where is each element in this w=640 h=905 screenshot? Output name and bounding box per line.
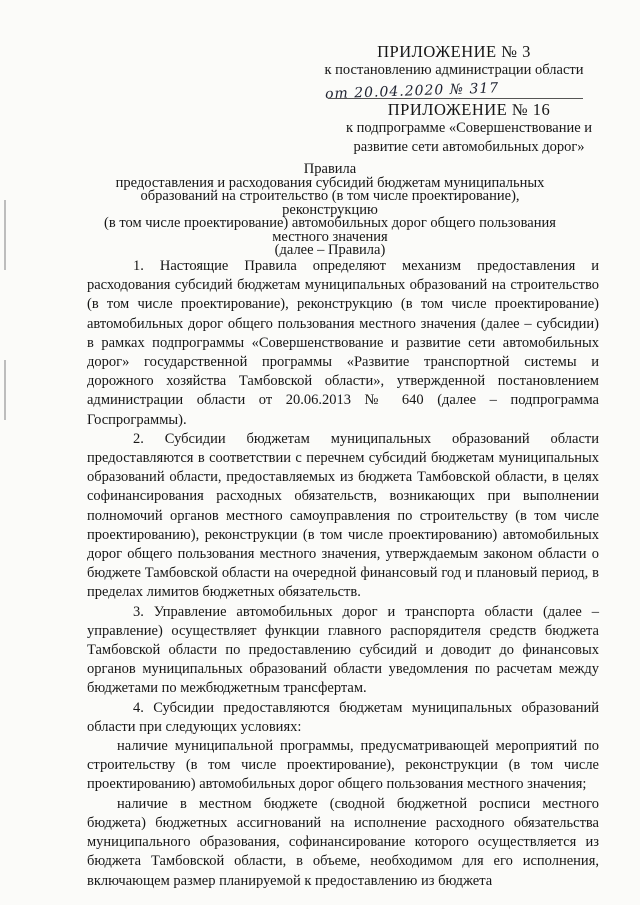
document-heading bbox=[95, 163, 565, 258]
paragraph-2: 2. Субсидии бюджетам муниципальных образований области предоставляются в соответствии с перечнем субсидий бюджетам муниципальных образований области, предоставляемых из бюджета Тамбовской области, в целях софинансирования расходных обязательств, возникающих при выполнении полномочий органов местного самоуправления по строительству (в том числе проектированию), реконструкции (в том числе проектированию) автомобильных дорог общего пользования местного значения, утверждаемым законом области о бюджете Тамбовской области на очередной финансовый год и плановый период, в пределах лимитов бюджетных обязательств. bbox=[87, 430, 599, 601]
scan-margin-mark bbox=[4, 200, 6, 270]
annex-3-header bbox=[304, 42, 604, 80]
heading-line: Правила bbox=[303, 161, 357, 177]
document-body bbox=[87, 257, 599, 891]
paragraph-4: 4. Субсидии предоставляются бюджетам муниципальных образований области при следующих условиях: bbox=[87, 699, 599, 735]
condition-item: наличие в местном бюджете (сводной бюджетной росписи местного бюджета) бюджетных ассигнований на исполнение расходного обязательства муниципального образования, софинансирование которого осуществляется из бюджета Тамбовской области, в объеме, необходимом для его исполнения, включающем размер планируемой к предоставлению из бюджета bbox=[87, 795, 599, 889]
scan-margin-mark bbox=[4, 360, 6, 420]
signature-line bbox=[328, 98, 583, 99]
paragraph-3: 3. Управление автомобильных дорог и транспорта области (далее – управление) осуществляет функции главного распорядителя средств бюджета Тамбовской области по предоставлению субсидий и доводит до финансовых органов муниципальных образований области уведомления по расчетам между бюджетами по межбюджетным трансфертам. bbox=[87, 603, 599, 697]
handwritten-date-number: от 20.04.2020 № 317 bbox=[324, 80, 500, 103]
annex-16-header bbox=[334, 100, 604, 157]
heading-line: (далее – Правила) bbox=[274, 242, 386, 258]
annex-16-title: ПРИЛОЖЕНИЕ № 16 bbox=[387, 100, 551, 119]
condition-item: наличие муниципальной программы, предусматривающей мероприятий по строительству (в том числе проектирование), реконструкции (в том числе проектированию) автомобильных дорог общего пользования местного значения; bbox=[87, 738, 599, 793]
annex-3-title: ПРИЛОЖЕНИЕ № 3 bbox=[377, 42, 531, 61]
annex-16-line2: развитие сети автомобильных дорог» bbox=[353, 139, 585, 155]
heading-line: образований на строительство (в том числе проектирование), реконструкцию bbox=[140, 188, 520, 218]
paragraph-1: 1. Настоящие Правила определяют механизм предоставления и расходования субсидий бюджетам муниципальных образований на строительство (в том числе проектирование), реконструкцию (в том числе проектирование) автомобильных дорог общего пользования местного значения (далее – субсидии) в рамках подпрограммы «Совершенствование и развитие сети автомобильных дорог» государственной программы «Развитие транспортной системы и дорожного хозяйства Тамбовской области», утвержденной постановлением администрации области от 20.06.2013 № 640 (далее – подпрограмма Госпрограммы). bbox=[87, 258, 599, 428]
annex-16-line1: к подпрограмме «Совершенствование и bbox=[345, 120, 593, 136]
annex-3-subtitle: к постановлению администрации области bbox=[324, 62, 584, 78]
heading-line: предоставления и расходования субсидий бюджетам муниципальных bbox=[115, 174, 545, 191]
heading-line: местного значения bbox=[272, 228, 388, 245]
heading-line: (в том числе проектирование) автомобильных дорог общего пользования bbox=[104, 215, 556, 231]
